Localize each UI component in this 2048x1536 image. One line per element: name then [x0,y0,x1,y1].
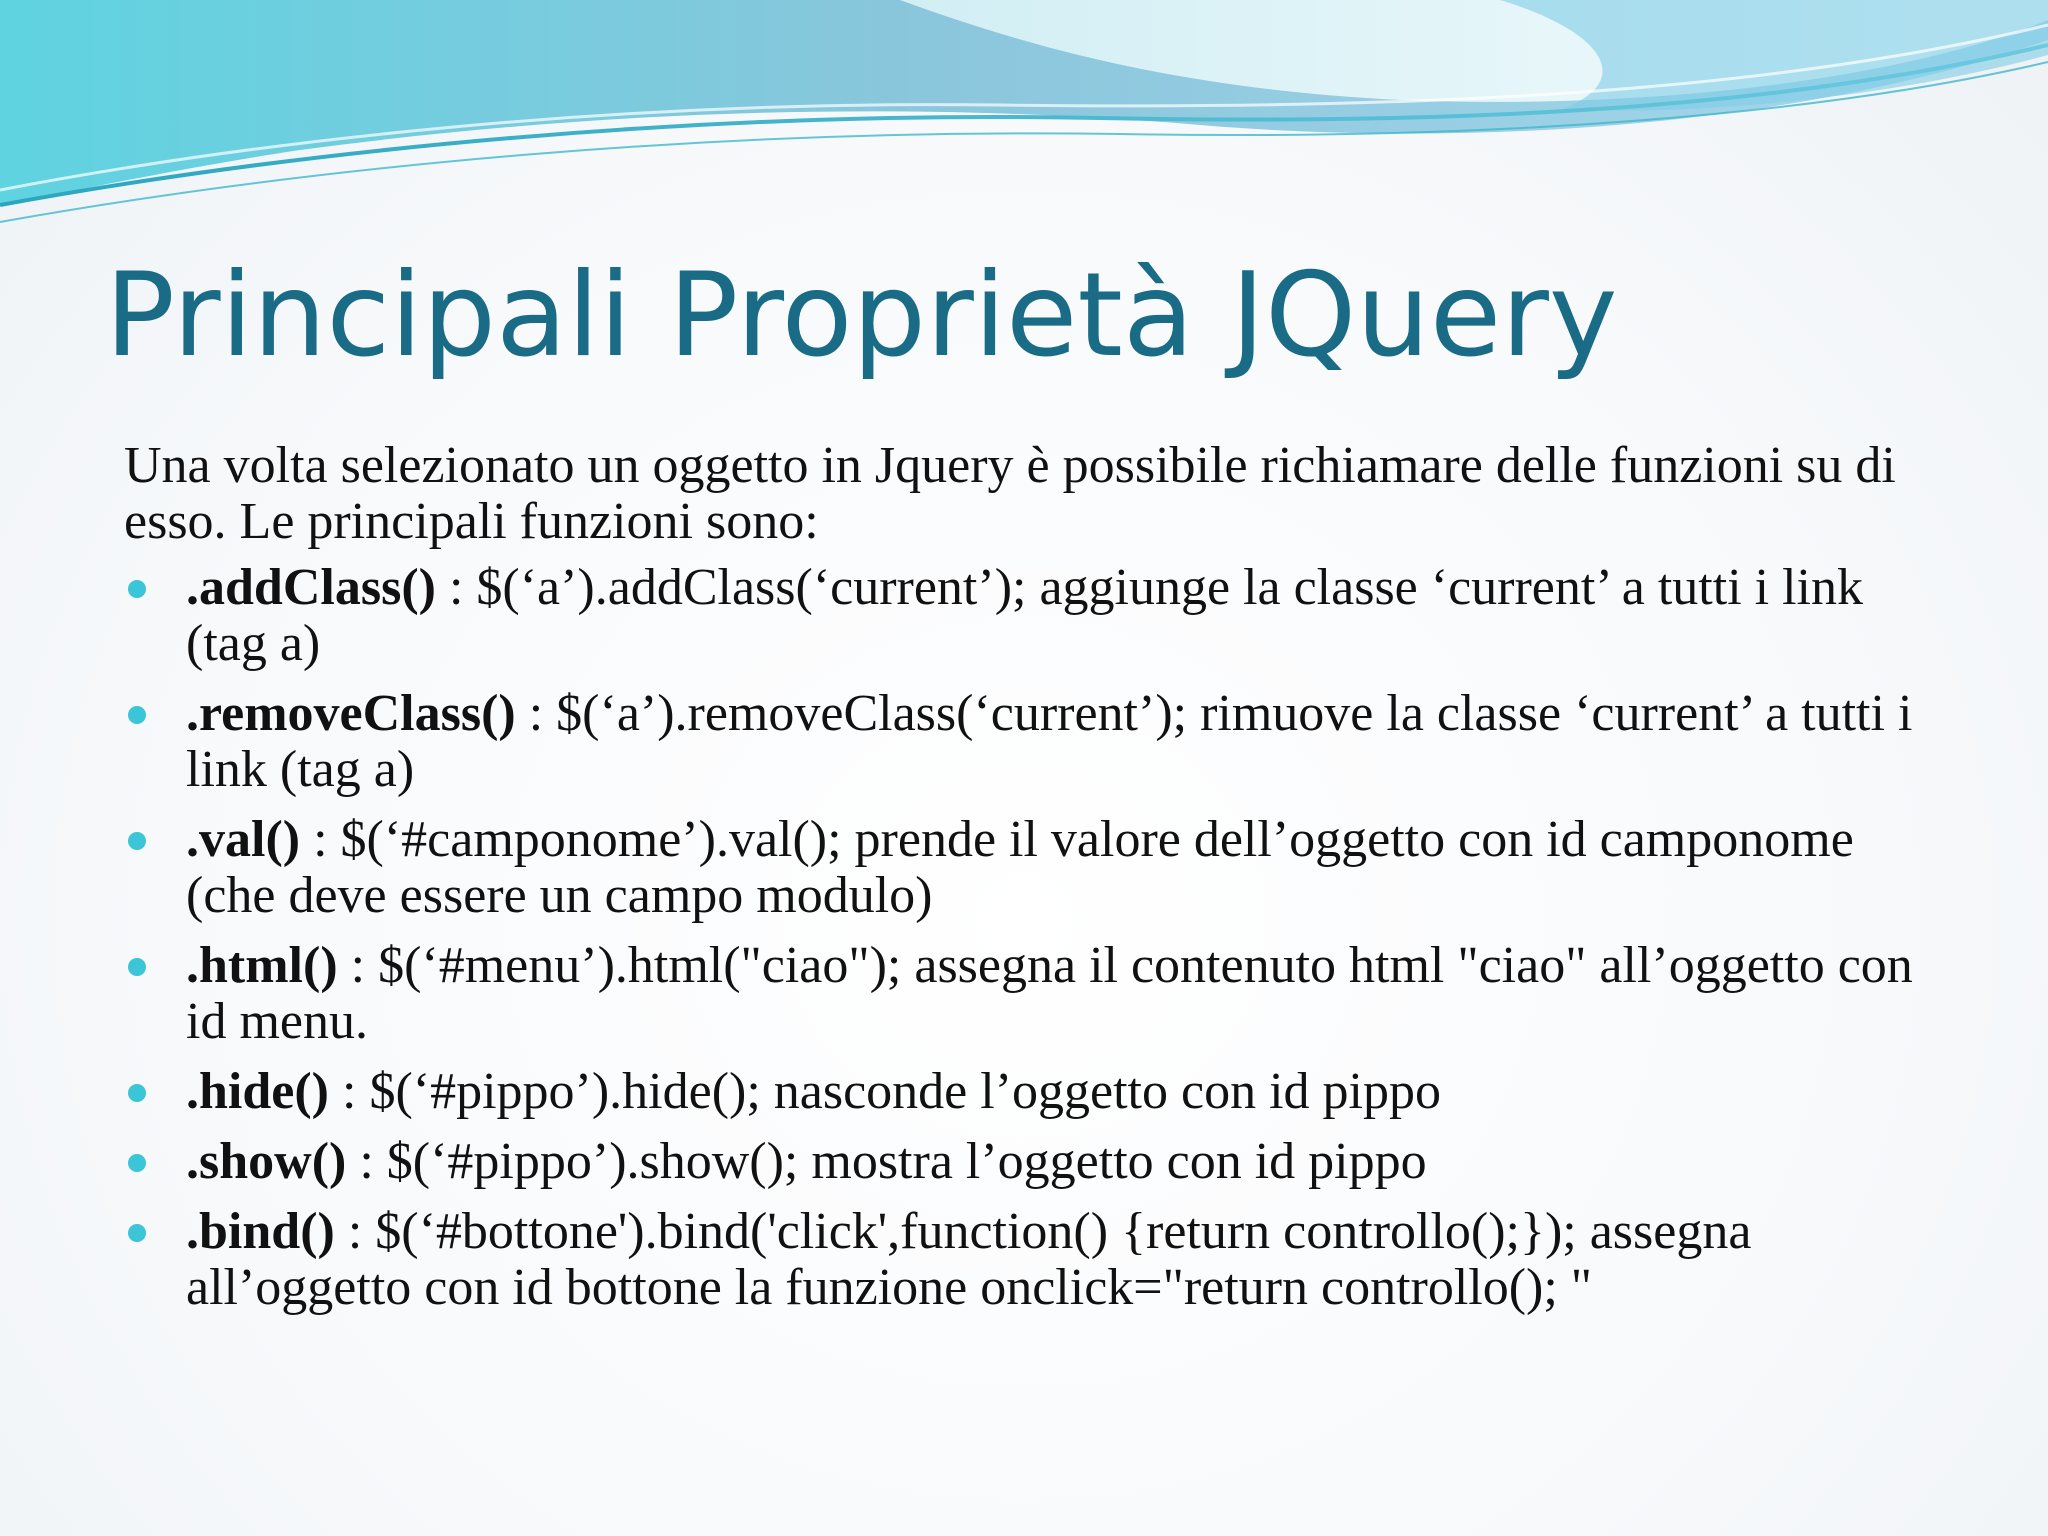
list-item-addclass [124,560,1924,672]
function-name: .val() [186,811,301,868]
function-name: .addClass() [186,559,436,616]
function-description: : $(‘#pippo’).show(); mostra l’oggetto con id pippo [346,1133,1427,1190]
function-description: : $(‘#menu’).html("ciao"); assegna il contenuto html "ciao" all’oggetto con id menu. [186,937,1913,1050]
function-name: .bind() [186,1203,335,1260]
function-name: .hide() [186,1063,329,1120]
list-item-removeclass [124,686,1924,798]
decorative-wave-header [0,0,2048,240]
bullet-icon [128,580,146,598]
slide-body [124,438,1924,1330]
list-item-html [124,938,1924,1050]
intro-paragraph: Una volta selezionato un oggetto in Jquery è possibile richiamare delle funzioni su di esso. Le principali funzioni sono: [124,437,1896,550]
function-list [124,560,1924,1316]
function-name: .removeClass() [186,685,516,742]
bullet-icon [128,1224,146,1242]
slide-title: Principali Proprietà JQuery [105,248,1618,383]
function-name: .show() [186,1133,347,1190]
function-description: : $(‘a’).addClass(‘current’); aggiunge la classe ‘current’ a tutti i link (tag a) [186,559,1863,672]
function-description: : $(‘#bottone').bind('click',function() {return controllo();}); assegna all’oggetto con id bottone la funzione onclick="return controllo(); " [186,1203,1752,1316]
bullet-icon [128,1084,146,1102]
function-description: : $(‘#pippo’).hide(); nasconde l’oggetto con id pippo [329,1063,1441,1120]
list-item-val [124,812,1924,924]
function-description: : $(‘a’).removeClass(‘current’); rimuove la classe ‘current’ a tutti i link (tag a) [186,685,1913,798]
bullet-icon [128,832,146,850]
list-item-show [124,1134,1924,1190]
bullet-icon [128,1154,146,1172]
bullet-icon [128,706,146,724]
list-item-bind [124,1204,1924,1316]
function-name: .html() [186,937,338,994]
list-item-hide [124,1064,1924,1120]
function-description: : $(‘#camponome’).val(); prende il valore dell’oggetto con id camponome (che deve essere un campo modulo) [186,811,1854,924]
bullet-icon [128,958,146,976]
